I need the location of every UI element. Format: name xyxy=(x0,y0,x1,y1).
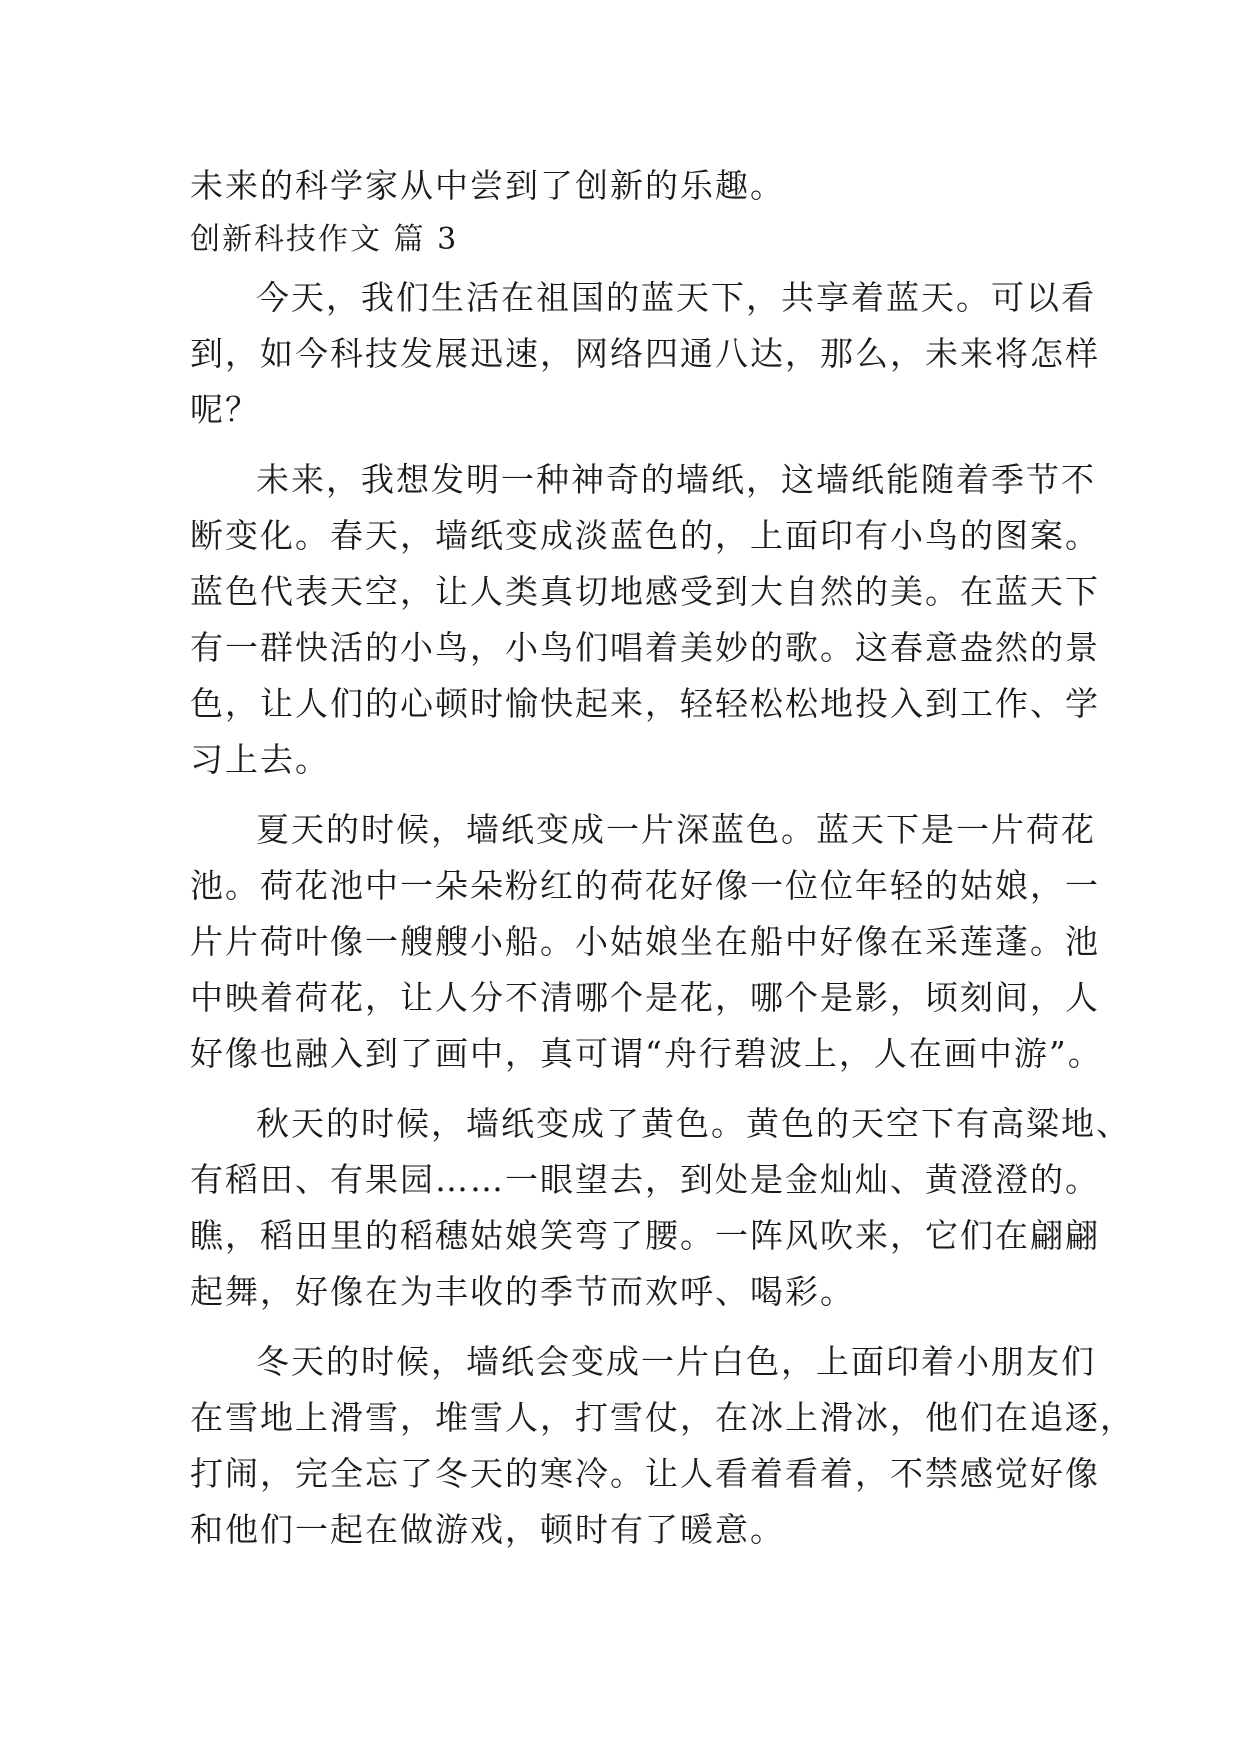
paragraph-line: 秋天的时候，墙纸变成了黄色。黄色的天空下有高粱地、 xyxy=(256,1104,1131,1143)
paragraph-spring xyxy=(190,452,1100,788)
paragraph-line: 冬天的时候，墙纸会变成一片白色，上面印着小朋友们 xyxy=(256,1342,1096,1381)
paragraph-line: 今天，我们生活在祖国的蓝天下，共享着蓝天。可以看 xyxy=(256,278,1096,317)
paragraph-line: 断变化。春天，墙纸变成淡蓝色的，上面印有小鸟的图案。 xyxy=(190,516,1100,555)
paragraph-line: 夏天的时候，墙纸变成一片深蓝色。蓝天下是一片荷花 xyxy=(256,810,1096,849)
paragraph-line: 中映着荷花，让人分不清哪个是花，哪个是影，顷刻间，人 xyxy=(190,978,1100,1017)
paragraph-line: 起舞，好像在为丰收的季节而欢呼、喝彩。 xyxy=(190,1272,855,1311)
paragraph-line: 好像也融入到了画中，真可谓“舟行碧波上，人在画中游”。 xyxy=(190,1034,1103,1073)
paragraph-winter xyxy=(190,1334,1135,1558)
paragraph-line: 习上去。 xyxy=(190,740,330,779)
paragraph-intro xyxy=(190,270,1100,438)
paragraph-line: 片片荷叶像一艘艘小船。小姑娘坐在船中好像在采莲蓬。池 xyxy=(190,922,1100,961)
paragraph-line: 色，让人们的心顿时愉快起来，轻轻松松地投入到工作、学 xyxy=(190,684,1100,723)
document-body xyxy=(190,158,1135,1572)
paragraph-line: 到，如今科技发展迅速，网络四通八达，那么，未来将怎样 xyxy=(190,334,1100,373)
paragraph-line: 和他们一起在做游戏，顿时有了暖意。 xyxy=(190,1510,785,1549)
paragraph-line: 未来，我想发明一种神奇的墙纸，这墙纸能随着季节不 xyxy=(256,460,1096,499)
paragraph-line: 蓝色代表天空，让人类真切地感受到大自然的美。在蓝天下 xyxy=(190,572,1100,611)
paragraph-line: 瞧，稻田里的稻穗姑娘笑弯了腰。一阵风吹来，它们在翩翩 xyxy=(190,1216,1100,1255)
paragraph-line: 打闹，完全忘了冬天的寒冷。让人看着看着，不禁感觉好像 xyxy=(190,1454,1100,1493)
continuation-line: 未来的科学家从中尝到了创新的乐趣。 xyxy=(190,166,785,205)
paragraph-autumn xyxy=(190,1096,1131,1320)
paragraph-line: 有一群快活的小鸟，小鸟们唱着美妙的歌。这春意盎然的景 xyxy=(190,628,1100,667)
paragraph-line: 池。荷花池中一朵朵粉红的荷花好像一位位年轻的姑娘，一 xyxy=(190,866,1100,905)
section-heading: 创新科技作文 篇 3 xyxy=(190,222,459,257)
paragraph-line: 在雪地上滑雪，堆雪人，打雪仗，在冰上滑冰，他们在追逐， xyxy=(190,1398,1135,1437)
paragraph-line: 有稻田、有果园……一眼望去，到处是金灿灿、黄澄澄的。 xyxy=(190,1160,1100,1199)
paragraph-line: 呢？ xyxy=(190,390,260,429)
paragraph-summer xyxy=(190,802,1103,1082)
